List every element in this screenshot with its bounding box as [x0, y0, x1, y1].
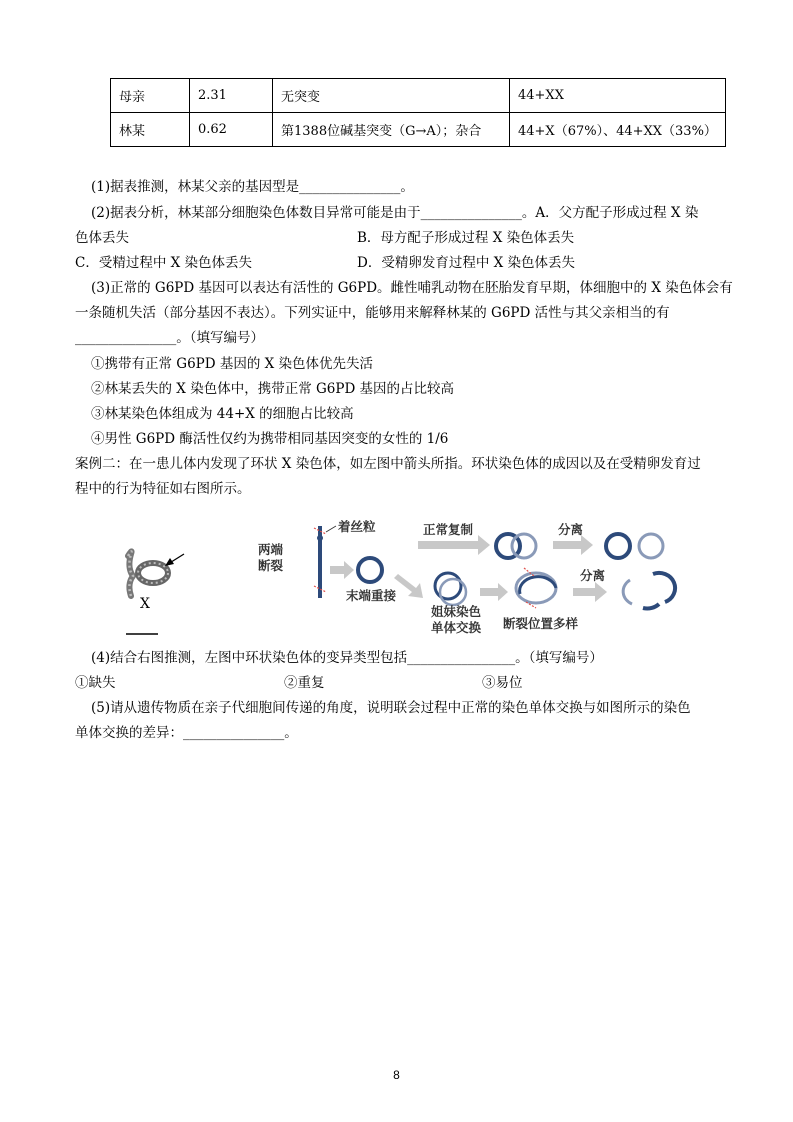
- table-cell: 44+XX: [510, 79, 726, 113]
- broken-ends-label-2: 断裂: [258, 559, 284, 573]
- separate-label-top: 分离: [558, 523, 584, 537]
- table-row: [111, 113, 726, 147]
- question-5-cont: 单体交换的差异：_______________。: [75, 725, 298, 741]
- evidence-item: ①携带有正常 G6PD 基因的 X 染色体优先失活: [91, 356, 374, 372]
- question-3-blank: _______________。（填写编号）: [75, 330, 264, 346]
- ring-chromosome: [358, 558, 382, 582]
- x-chromosome-label: X: [140, 596, 150, 612]
- table-cell: 0.62: [190, 113, 273, 147]
- table-cell: 44+X（67%）、44+XX（33%）: [510, 113, 726, 147]
- page-number: 8: [393, 1068, 400, 1082]
- question-2-option-d: D．受精卵发育过程中 X 染色体丢失: [357, 255, 576, 271]
- table-cell: 林某: [111, 113, 190, 147]
- evidence-item: ②林某丢失的 X 染色体中，携带正常 G6PD 基因的占比较高: [91, 381, 455, 397]
- broken-ends-label-1: 两端: [258, 543, 284, 557]
- table-cell: 母亲: [111, 79, 190, 113]
- centromere-label: 着丝粒: [338, 520, 376, 534]
- question-2-option-a-cont: 色体丢失: [75, 230, 129, 246]
- question-3-cont: 一条随机失活（部分基因不表达）。下列实证中，能够用来解释林某的 G6PD 活性与其父亲相当的有: [75, 305, 670, 321]
- table-cell: 2.31: [190, 79, 273, 113]
- table-cell: 第1388位碱基突变（G→A）；杂合: [273, 113, 510, 147]
- evidence-item: ④男性 G6PD 酶活性仅约为携带相同基因突变的女性的 1/6: [91, 431, 449, 447]
- question-4-option: ①缺失: [75, 675, 116, 691]
- question-1: (1)据表推测，林某父亲的基因型是_______________。: [91, 179, 414, 195]
- question-2-option-c: C．受精过程中 X 染色体丢失: [75, 255, 253, 271]
- sister-exchange-label-2: 单体交换: [431, 621, 482, 635]
- karyotype-photo: [126, 551, 184, 634]
- evidence-item: ③林某染色体组成为 44+X 的细胞占比较高: [91, 406, 354, 422]
- normal-replication-label: 正常复制: [423, 523, 474, 537]
- question-4-option: ②重复: [284, 675, 325, 691]
- question-2: (2)据表分析，林某部分细胞染色体数目异常可能是由于_______________。A．父方配子形成过程 X 染: [91, 205, 699, 221]
- break-positions-label: 断裂位置多样: [503, 617, 579, 631]
- question-4: (4)结合右图推测，左图中环状染色体的变异类型包括________________。（填写编号）: [91, 650, 603, 666]
- question-5: (5)请从遗传物质在亲子代细胞间传递的角度，说明联会过程中正常的染色单体交换与如图所示的染色: [91, 700, 691, 716]
- case-two-intro-cont: 程中的行为特征如右图所示。: [75, 481, 251, 497]
- data-table: [110, 78, 726, 147]
- question-4-option: ③易位: [482, 675, 523, 691]
- table-cell: 无突变: [273, 79, 510, 113]
- end-join-label: 末端重接: [346, 589, 397, 603]
- table-row: [111, 79, 726, 113]
- ring-chromosome-figure: [118, 516, 688, 641]
- linear-chromosome: [314, 526, 336, 598]
- case-two-intro: 案例二：在一患儿体内发现了环状 X 染色体，如左图中箭头所指。环状染色体的成因以及在受精卵发育过: [75, 456, 701, 472]
- separate-label-bottom: 分离: [580, 569, 606, 583]
- question-2-option-b: B．母方配子形成过程 X 染色体丢失: [357, 230, 575, 246]
- sister-exchange-label-1: 姐妹染色: [431, 605, 482, 619]
- question-3: (3)正常的 G6PD 基因可以表达有活性的 G6PD。雌性哺乳动物在胚胎发育早期，体细胞中的 X 染色体会有: [91, 280, 733, 296]
